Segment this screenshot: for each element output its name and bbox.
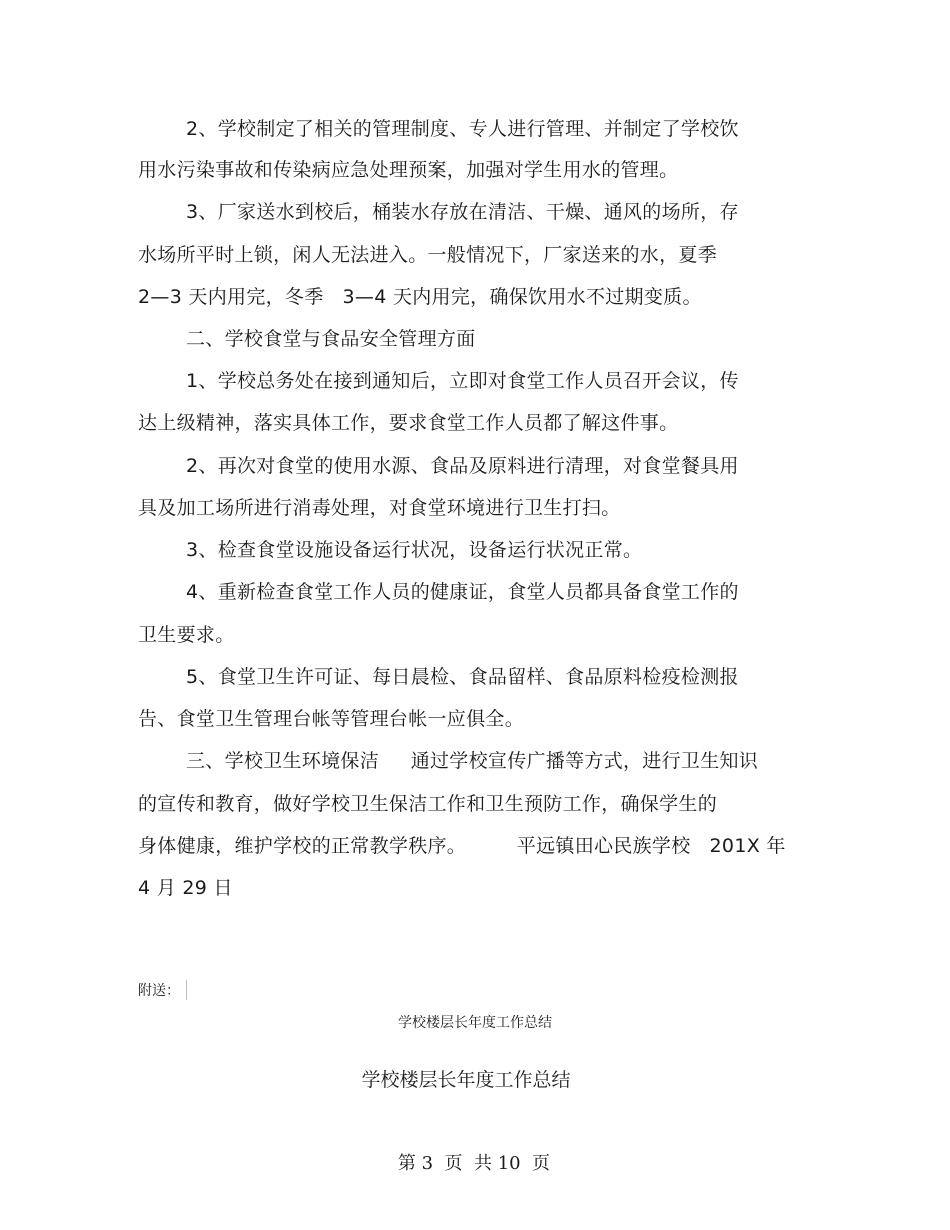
body-line: 具及加工场所进行消毒处理，对食堂环境进行卫生打扫。 [138,497,621,519]
body-line: 3、检查食堂设施设备运行状况，设备运行状况正常。 [186,539,643,561]
section-heading: 三、学校卫生环境保洁 通过学校宣传广播等方式，进行卫生知识 [186,750,759,772]
attachment-label: 附送： [138,983,180,999]
body-line: 4、重新检查食堂工作人员的健康证，食堂人员都具备食堂工作的 [186,581,739,603]
main-title: 学校楼层长年度工作总结 [361,1069,571,1091]
body-line: 的宣传和教育，做好学校卫生保洁工作和卫生预防工作，确保学生的 [138,793,718,815]
body-line: 用水污染事故和传染病应急处理预案，加强对学生用水的管理。 [138,159,679,181]
page-footer: 第 3 页 共 10 页 [397,1153,551,1174]
body-line: 2—3 天内用完，冬季 3—4 天内用完，确保饮用水不过期变质。 [138,286,702,308]
body-line: 5、食堂卫生许可证、每日晨检、食品留样、食品原料检疫检测报 [186,666,739,688]
text-cursor [186,980,187,1000]
body-line: 1、学校总务处在接到通知后，立即对食堂工作人员召开会议，传 [186,370,739,392]
body-line: 3、厂家送水到校后，桶装水存放在清洁、干燥、通风的场所，存 [186,201,739,223]
body-line: 卫生要求。 [138,624,235,646]
small-title: 学校楼层长年度工作总结 [398,1015,552,1031]
body-line: 达上级精神，落实具体工作，要求食堂工作人员都了解这件事。 [138,412,679,434]
body-line: 2、再次对食堂的使用水源、食品及原料进行清理，对食堂餐具用 [186,455,739,477]
body-line: 水场所平时上锁，闲人无法进入。一般情况下，厂家送来的水，夏季 [138,244,718,266]
section-heading: 二、学校食堂与食品安全管理方面 [186,328,476,350]
body-line: 告、食堂卫生管理台帐等管理台帐一应俱全。 [138,708,525,730]
body-line: 2、学校制定了相关的管理制度、专人进行管理、并制定了学校饮 [186,118,739,140]
body-line: 身体健康，维护学校的正常教学秩序。 平远镇田心民族学校 201X 年 [138,835,786,857]
date-line: 4 月 29 日 [138,877,233,899]
